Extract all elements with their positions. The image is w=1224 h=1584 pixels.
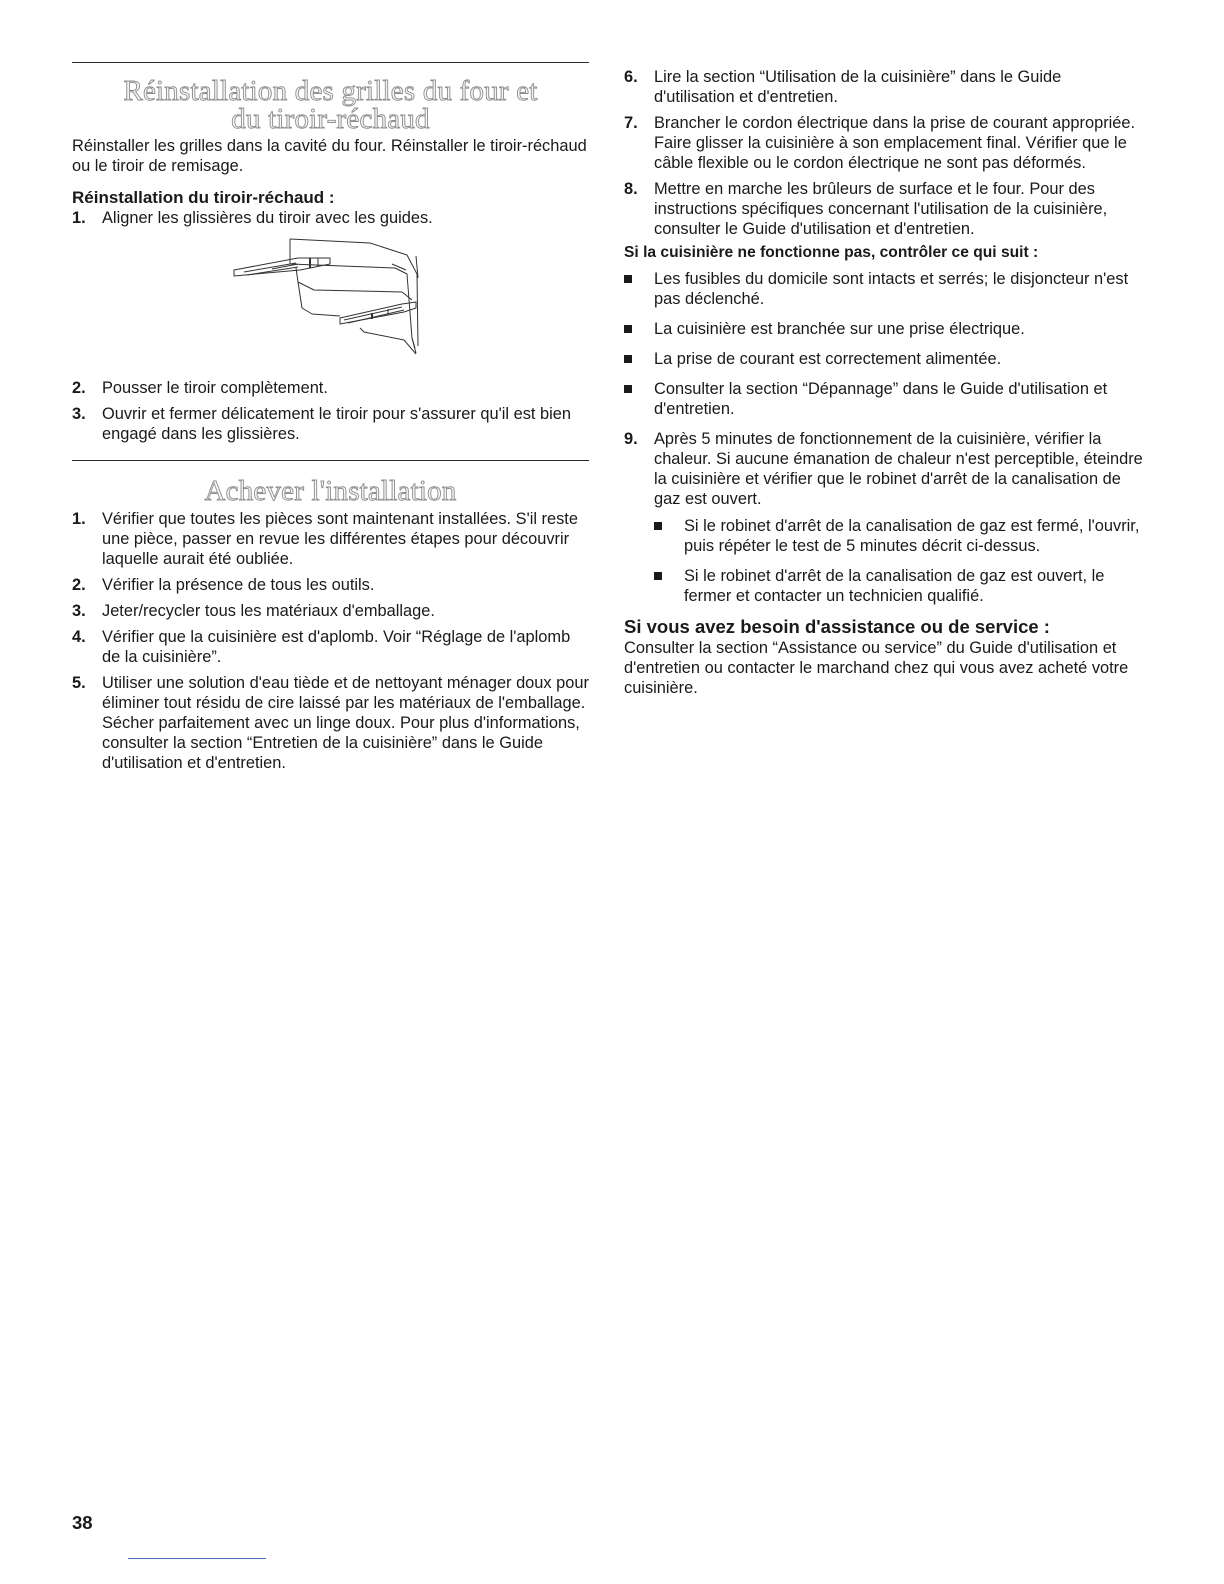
bullet-square-icon: [624, 355, 632, 363]
list-item: 2. Vérifier la présence de tous les outils.: [72, 576, 375, 594]
section-title-achever: Achever l'installation: [204, 475, 457, 507]
completion-steps-list: [72, 509, 589, 773]
list-item: 4. Vérifier que la cuisinière est d'aplomb. Voir “Réglage de l'aplomb de la cuisinière”.: [72, 628, 571, 666]
list-item: La cuisinière est branchée sur une prise électrique.: [624, 319, 1144, 339]
list-item: 8. Mettre en marche les brûleurs de surface et le four. Pour des instructions spécifiques concernant l'utilisation de la cuisinière, consulter le Guide d'utilisation et d'entretien.: [624, 180, 1108, 238]
gas-valve-list: [654, 516, 1144, 606]
section-divider: [72, 460, 589, 461]
list-item: 2. Pousser le tiroir complètement.: [72, 379, 328, 397]
section-divider: [72, 62, 589, 63]
list-item: 3. Ouvrir et fermer délicatement le tiroir pour s'assurer qu'il est bien engagé dans les glissières.: [72, 405, 572, 443]
right-column: [624, 67, 1144, 698]
list-item: 5. Utiliser une solution d'eau tiède et de nettoyant ménager doux pour éliminer tout résidu de cire laissé par les matériaux de l'emballage. Sécher parfaitement avec un linge doux. Pour plus d'informations, consulter la section “Entretien de la cuisinière” dans le Guide d'utilisation et d'entretien.: [72, 674, 589, 772]
list-item: 3. Jeter/recycler tous les matériaux d'emballage.: [72, 602, 435, 620]
drawer-rails-diagram: [72, 228, 589, 378]
list-item: 1. Vérifier que toutes les pièces sont maintenant installées. S'il reste une pièce, passer en revue les différentes étapes pour découvrir laquelle aurait été oubliée.: [72, 510, 578, 568]
drawer-steps-list-continued: [72, 378, 589, 444]
list-item: Si le robinet d'arrêt de la canalisation de gaz est ouvert, le fermer et contacter un technicien qualifié.: [654, 566, 1144, 606]
intro-paragraph: Réinstaller les grilles dans la cavité du four. Réinstaller le tiroir-réchaud ou le tiroir de remisage.: [72, 137, 587, 175]
bullet-square-icon: [624, 385, 632, 393]
bullet-square-icon: [654, 522, 662, 530]
list-item: 1. Aligner les glissières du tiroir avec les guides.: [72, 209, 433, 227]
list-item: Si le robinet d'arrêt de la canalisation de gaz est fermé, l'ouvrir, puis répéter le test de 5 minutes décrit ci-dessus.: [654, 516, 1144, 556]
bullet-square-icon: [654, 572, 662, 580]
list-item: 9. Après 5 minutes de fonctionnement de la cuisinière, vérifier la chaleur. Si aucune émanation de chaleur n'est perceptible, éteindre la cuisinière et vérifier que le robinet d'arrêt de la canalisation de gaz est ouvert. Si le robinet d'arrêt de la canalisation de gaz est fermé, l'ouvrir, puis répéter le test de 5 minutes décrit ci-dessus. Si le robinet d'arrêt de la canalisation de gaz est ouvert, le fermer et contacter un technicien qualifié.: [624, 430, 1143, 605]
bullet-square-icon: [624, 275, 632, 283]
list-item: Les fusibles du domicile sont intacts et serrés; le disjoncteur n'est pas déclenché.: [624, 269, 1144, 309]
troubleshoot-heading: Si la cuisinière ne fonctionne pas, contrôler ce qui suit :: [624, 244, 1039, 261]
drawer-rails-illustration: [72, 228, 589, 378]
list-item: La prise de courant est correctement alimentée.: [624, 349, 1144, 369]
troubleshoot-list: [624, 269, 1144, 419]
drawer-steps-list: [72, 208, 589, 228]
list-item: 6. Lire la section “Utilisation de la cuisinière” dans le Guide d'utilisation et d'entretien.: [624, 68, 1062, 106]
list-item: Consulter la section “Dépannage” dans le Guide d'utilisation et d'entretien.: [624, 379, 1144, 419]
completion-steps-list-continued: [624, 67, 1144, 239]
list-item: 7. Brancher le cordon électrique dans la prise de courant appropriée. Faire glisser la cuisinière à son emplacement final. Vérifier que le câble flexible ou le cordon électrique ne sont pas déformés.: [624, 114, 1136, 172]
subheading-drawer: Réinstallation du tiroir-réchaud :: [72, 188, 335, 207]
bullet-square-icon: [624, 325, 632, 333]
assistance-paragraph: Consulter la section “Assistance ou service” du Guide d'utilisation et d'entretien ou contacter le marchand chez qui vous avez acheté votre cuisinière.: [624, 639, 1129, 697]
assistance-heading: Si vous avez besoin d'assistance ou de service :: [624, 616, 1050, 637]
heat-check-step: [624, 429, 1144, 606]
section-title-reinstallation: Réinstallation des grilles du four et du tiroir-réchaud: [123, 75, 538, 135]
page-number: 38: [72, 1512, 93, 1533]
footer-line: [128, 1558, 266, 1559]
left-column: [72, 62, 589, 773]
